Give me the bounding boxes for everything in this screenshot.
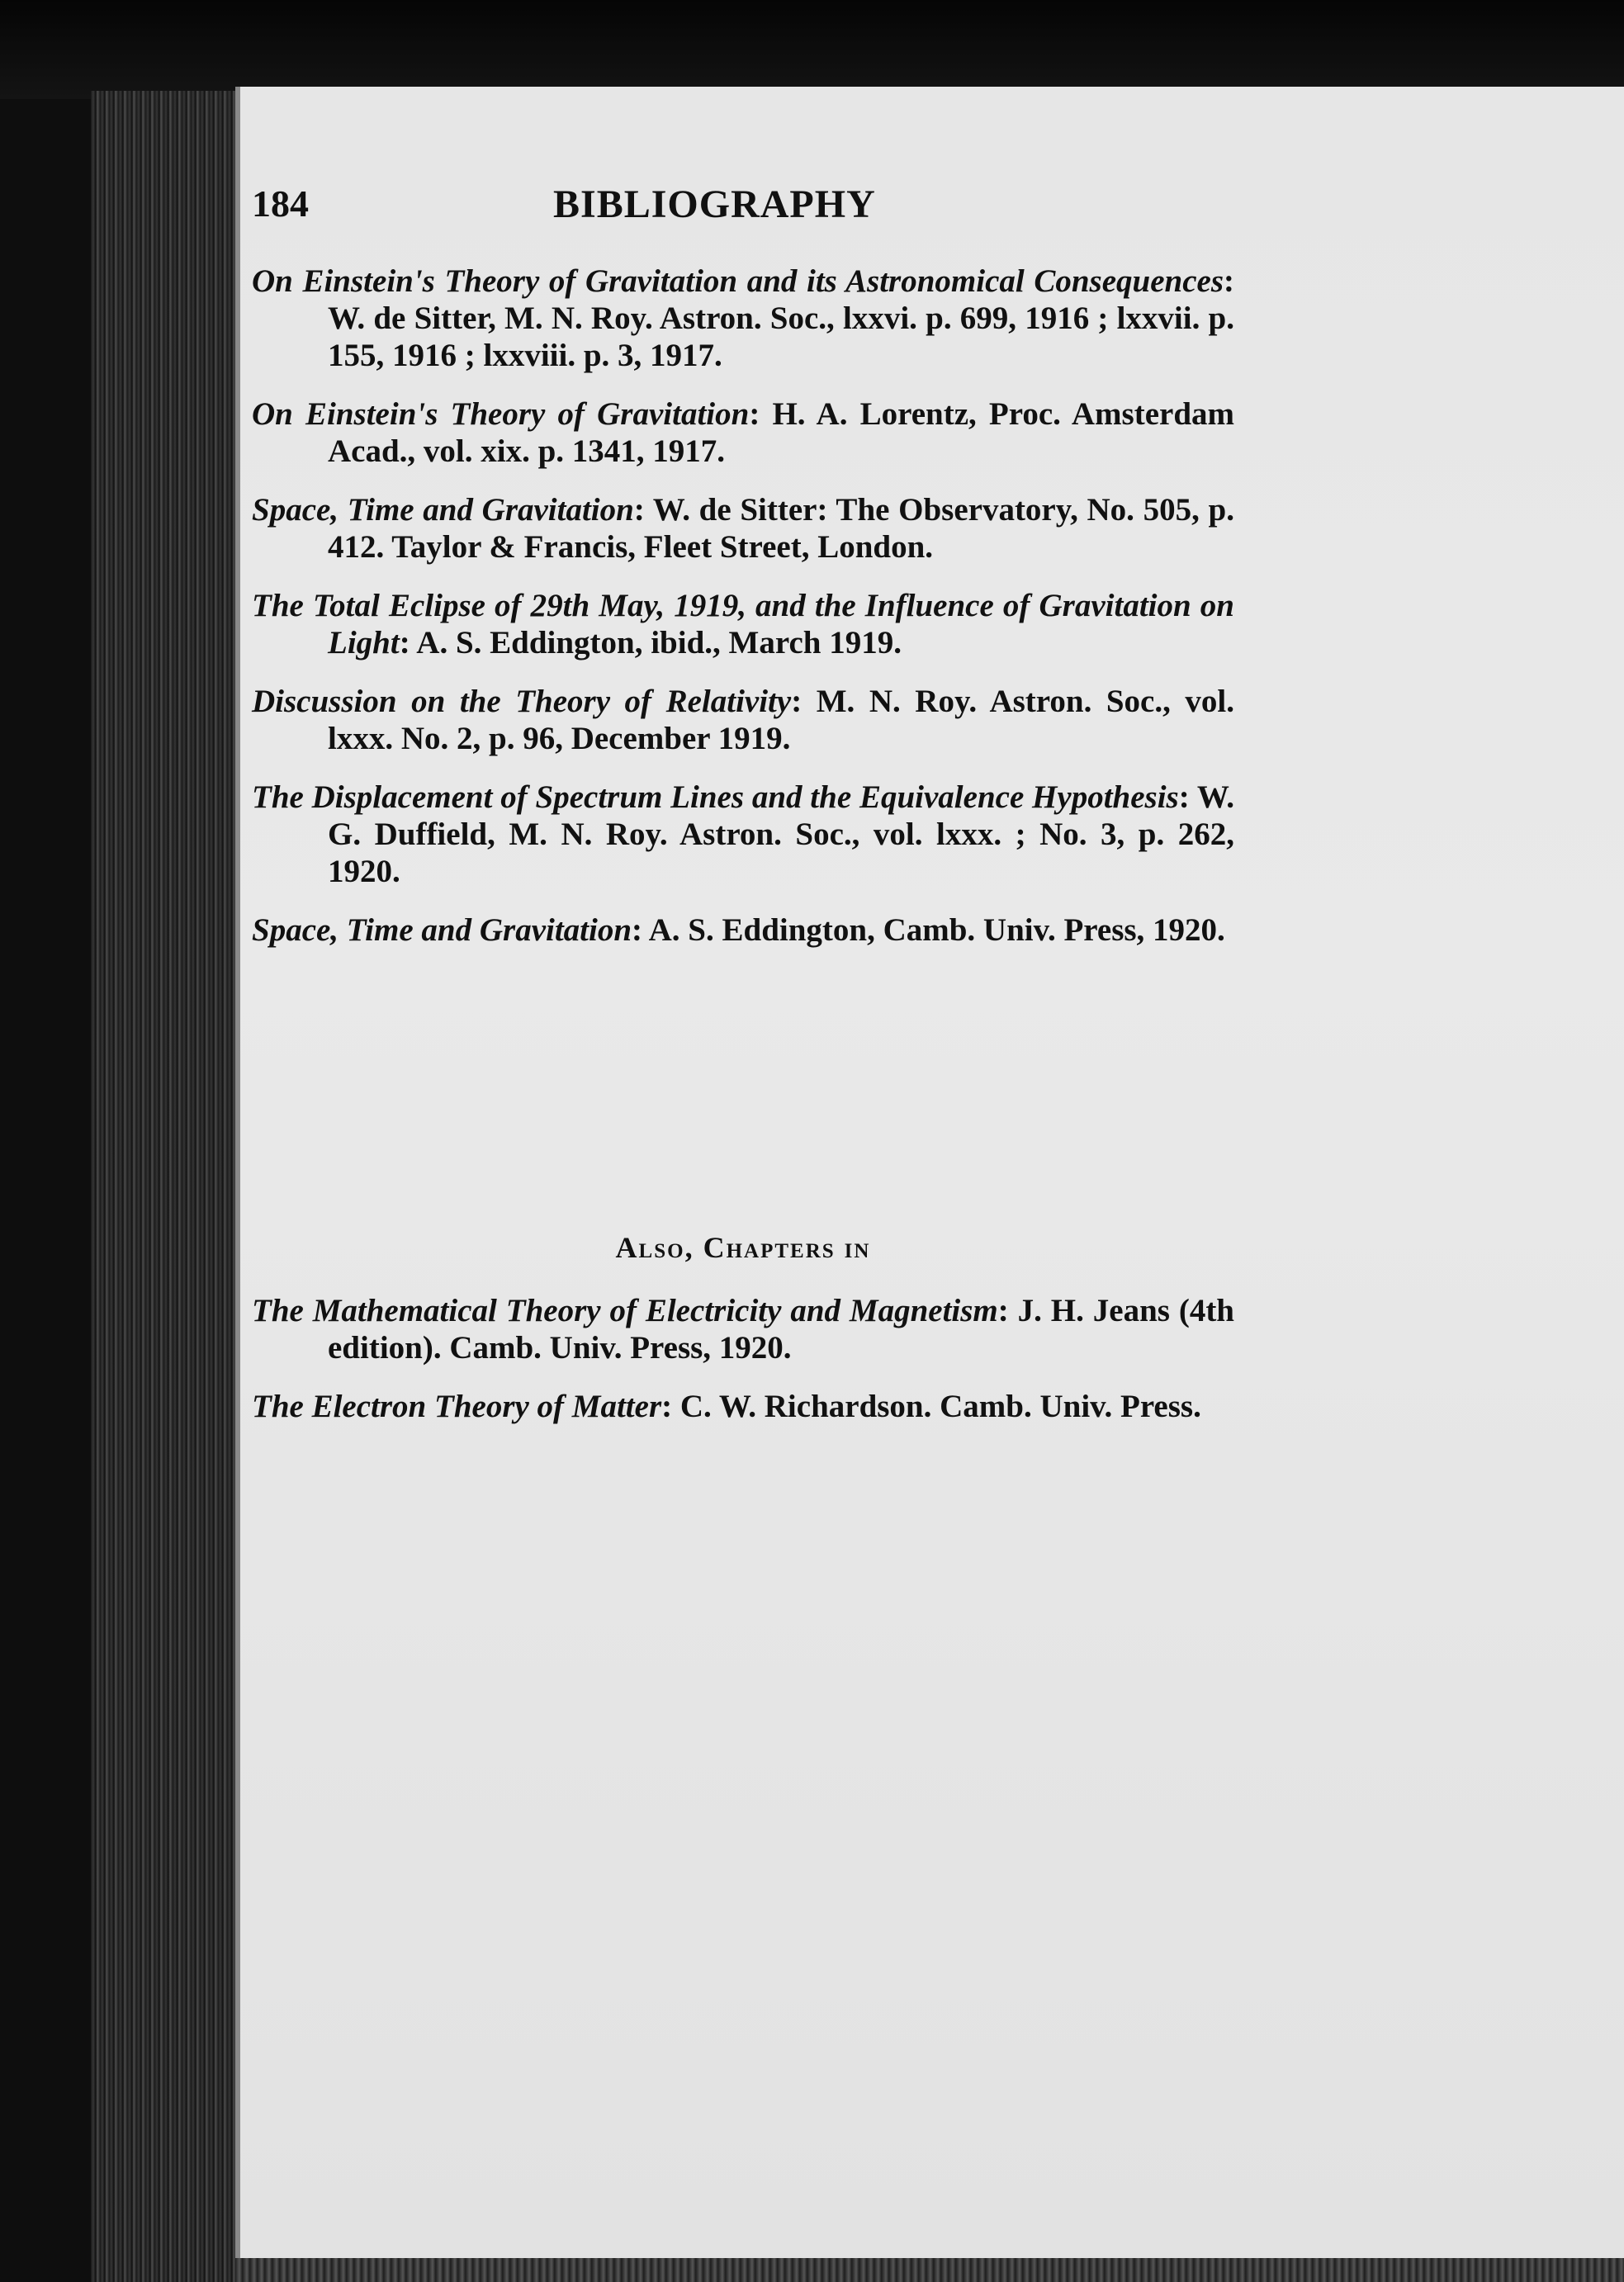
entry-title: Discussion on the Theory of Relativity	[252, 684, 792, 719]
bibliography-entry	[252, 1292, 1234, 1366]
entry-details: : W. de Sitter: The Observatory, No. 505, p. 412. Taylor & Francis, Fleet Street, London.	[328, 492, 1234, 565]
running-title: BIBLIOGRAPHY	[553, 182, 876, 226]
entry-details: : H. A. Lorentz, Proc. Amsterdam Acad., vol. xix. p. 1341, 1917.	[328, 396, 1235, 469]
scan-background-top	[0, 0, 1624, 99]
entry-title: The Electron Theory of Matter	[252, 1389, 662, 1424]
also-chapters-list	[252, 1292, 1234, 1446]
bibliography-entry	[252, 491, 1234, 566]
book-bottom-edge	[235, 2258, 1624, 2282]
entry-title: On Einstein's Theory of Gravitation	[252, 396, 750, 432]
entry-title: The Total Eclipse of 29th May, 1919, and the Influence of Gravitation on Light	[252, 588, 1234, 660]
entry-title: Space, Time and Gravitation	[252, 492, 634, 528]
book-page-edges	[91, 91, 244, 2282]
bibliography-entry	[252, 395, 1234, 470]
page-number: 184	[252, 182, 309, 225]
entry-details: : A. S. Eddington, ibid., March 1919.	[399, 625, 902, 660]
entry-details: : C. W. Richardson. Camb. Univ. Press.	[661, 1389, 1201, 1424]
bibliography-entry	[252, 587, 1234, 661]
bibliography-list	[252, 263, 1234, 970]
bibliography-entry	[252, 1388, 1234, 1425]
entry-title: The Displacement of Spectrum Lines and the Equivalence Hypothesis	[252, 779, 1179, 815]
bibliography-entry	[252, 911, 1234, 949]
entry-details: : M. N. Roy. Astron. Soc., vol. lxxx. No. 2, p. 96, December 1919.	[328, 684, 1234, 756]
entry-title: The Mathematical Theory of Electricity and Magnetism	[252, 1293, 998, 1328]
entry-title: Space, Time and Gravitation	[252, 912, 632, 948]
bibliography-entry	[252, 683, 1234, 757]
entry-details: : W. de Sitter, M. N. Roy. Astron. Soc., lxxvi. p. 699, 1916 ; lxxvii. p. 155, 1916 ; lxxviii. p. 3, 1917.	[328, 263, 1234, 373]
bibliography-entry	[252, 779, 1234, 890]
entry-title: On Einstein's Theory of Gravitation and its Astronomical Consequences	[252, 263, 1224, 299]
section-heading: Also, Chapters in	[615, 1231, 871, 1264]
entry-details: : J. H. Jeans (4th edition). Camb. Univ. Press, 1920.	[328, 1293, 1234, 1366]
entry-details: : W. G. Duffield, M. N. Roy. Astron. Soc., vol. lxxx. ; No. 3, p. 262, 1920.	[328, 779, 1234, 889]
bibliography-entry	[252, 263, 1234, 374]
entry-details: : A. S. Eddington, Camb. Univ. Press, 1920.	[632, 912, 1225, 948]
